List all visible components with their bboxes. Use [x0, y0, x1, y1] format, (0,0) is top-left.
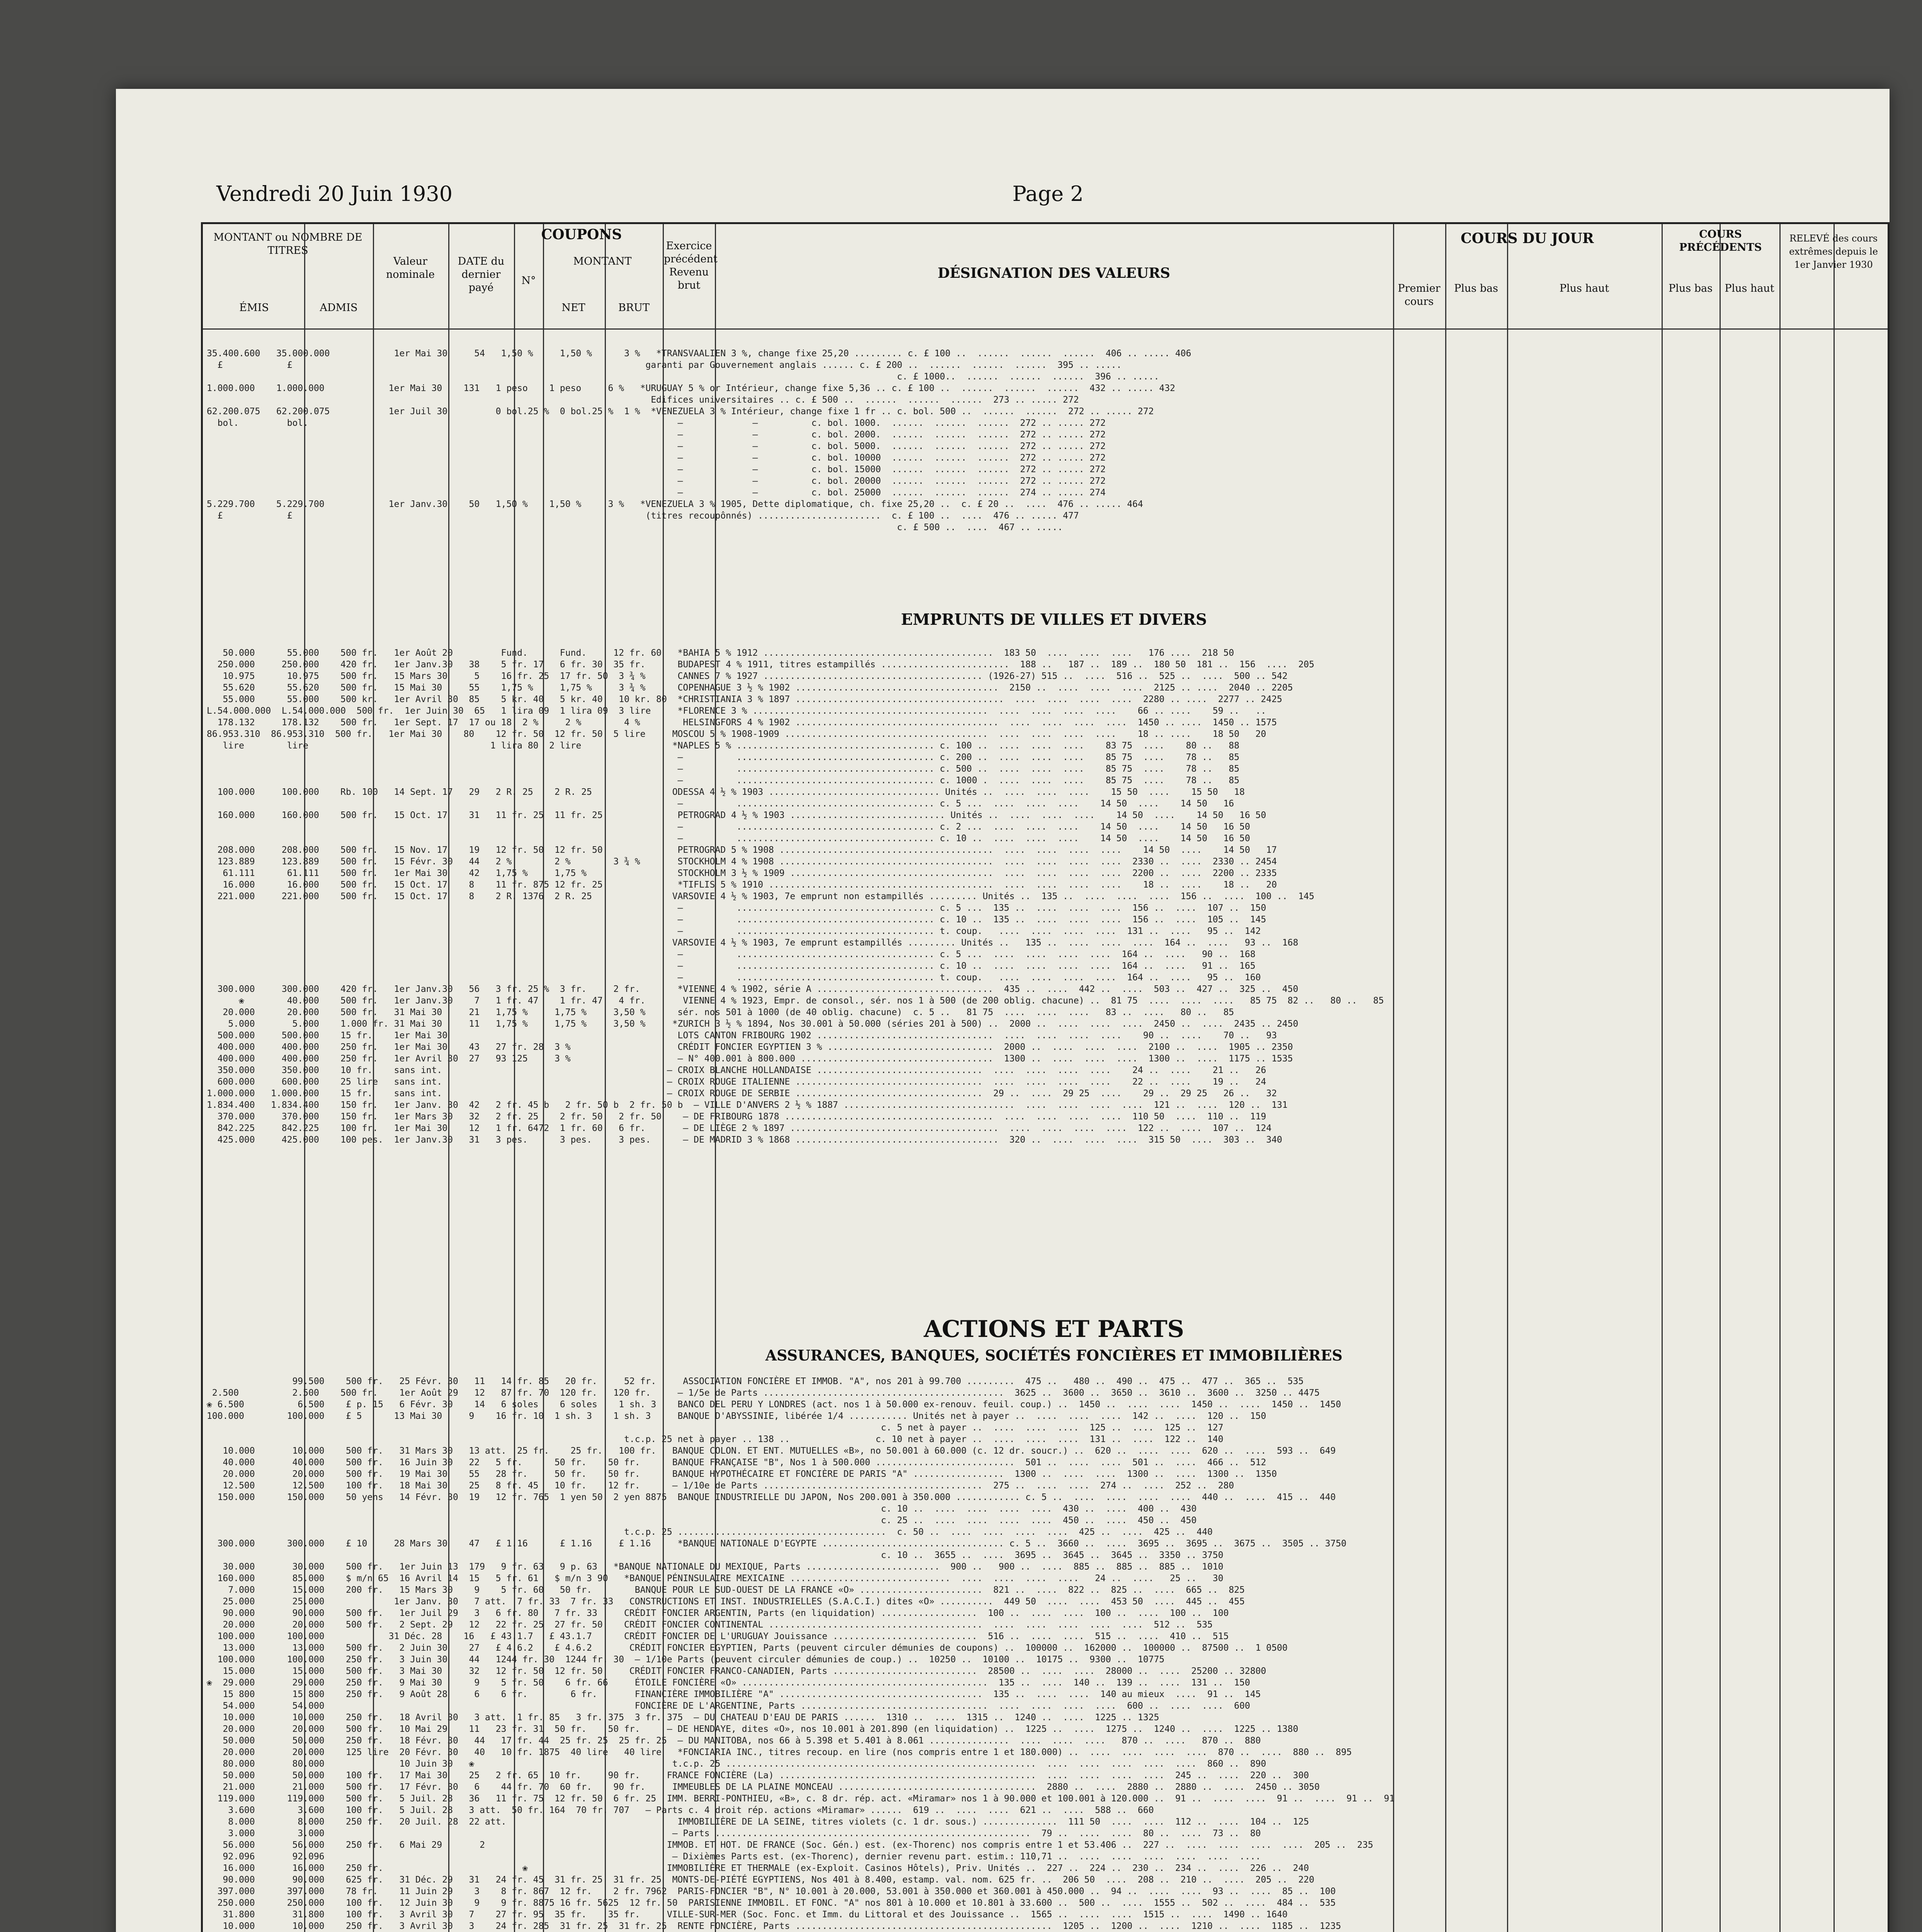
table-row: 20.000 20.000 125 lire 20 Févr. 30 40 10 fr. 1875 40 lire 40 lire *FONCIARIA INC., titres recoup. en lire (nos compris entre 1 et 180.000) .. .... .... .... .... 870 .. .... 880 .. 895 [207, 1747, 1352, 1757]
table-row: 425.000 425.000 100 pes. 1er Janv.30 31 3 pes. 3 pes. 3 pes. — DE MADRID 3 % 1868 ...................................... 320 .. .... .... .... 315 50 .... 303 .. 340 [207, 1135, 1282, 1145]
rows-etats [207, 348, 1191, 533]
table-row: 600.000 600.000 25 lire sans int. — CROIX ROUGE ITALIENNE ................................... .... .... .... .... 22 .. .... 19 .. 24 [207, 1077, 1266, 1087]
table-row: 150.000 150.000 50 yens 14 Févr. 30 19 12 fr. 765 1 yen 50 2 yen 8875 BANQUE INDUSTRIELLE DU JAPON, Nos 200.001 à 350.000 ............ c. 5 .. .... .... .... .... 440 .. .... 415 .. 440 [207, 1492, 1336, 1502]
table-row: c. 25 .. .... .... .... .... 450 .. .... 450 .. 450 [207, 1515, 1197, 1526]
quotation-table [201, 222, 1890, 1932]
table-row: 500.000 500.000 15 fr. 1er Mai 30 LOTS CANTON FRIBOURG 1902 ................................. .... .... .... .... 90 .. .... 70 .. 93 [207, 1031, 1277, 1041]
col-rule [1834, 224, 1835, 1932]
table-row: 10.000 10.000 500 fr. 31 Mars 30 13 att. 25 fr. 25 fr. 100 fr. BANQUE COLON. ET ENT. MUTUELLES «B», no 50.001 à 60.000 (c. 12 dr. soucr.) .. 620 .. .... .... 620 .. .... 593 .. 649 [207, 1446, 1336, 1456]
table-row: £ £ (titres recoupônnés) ....................... c. £ 100 .. .... 476 .. ..... 477 [207, 511, 1079, 521]
table-row: 15.000 15.000 500 fr. 3 Mai 30 32 12 fr. 50 12 fr. 50 CRÉDIT FONCIER FRANCO-CANADIEN, Parts ........................... 28500 .. .... .... 28000 .. .... 25200 .. 32800 [207, 1666, 1266, 1676]
table-row: — ..................................... c. 10 .. 135 .. .... .... .... 156 .. .... 105 .. 145 [207, 915, 1266, 925]
table-row: — ..................................... c. 2 ... .... .... .... 14 50 .... 14 50 16 50 [207, 822, 1250, 832]
table-row: — ..................................... c. 10 .. .... .... .... 14 50 .... 14 50 16 50 [207, 833, 1250, 844]
table-row: ❀ 40.000 500 fr. 1er Janv.30 7 1 fr. 47 1 fr. 47 4 fr. VIENNE 4 % 1923, Empr. de consol., sér. nos 1 à 500 (de 200 oblig. chacune) .. 81 75 .... .... .... 85 75 82 .. 80 .. 85 [207, 996, 1384, 1006]
table-row: lire lire 1 lira 80 2 lire *NAPLES 5 % ..................................... c. 100 .. .... .... .... 83 75 .... 80 .. 88 [207, 741, 1240, 751]
hdr-emis: ÉMIS [239, 302, 269, 314]
table-row: 20.000 20.000 500 fr. 2 Sept. 29 12 22 fr. 25 27 fr. 50 CRÉDIT FONCIER CONTINENTAL ........................................ .... .... .... .... .... 512 .. 535 [207, 1620, 1213, 1630]
table-row: 56.000 56.000 250 fr. 6 Mai 29 2 IMMOB. ET HOT. DE FRANCE (Soc. Gén.) est. (ex-Thorenc) nos compris entre 1 et 53.406 .. 227 .. .... .... .... .... 205 .. 235 [207, 1840, 1373, 1850]
table-row: — ..................................... c. 5 ... .... .... .... .... 164 .. .... 90 .. 168 [207, 949, 1256, 959]
table-row: 370.000 370.000 150 fr. 1er Mars 30 32 2 fr. 25 2 fr. 50 2 fr. 50 — DE FRIBOURG 1878 ....................................... .... .... .... .... 110 50 .... 110 .. 119 [207, 1112, 1266, 1122]
table-row: 10.975 10.975 500 fr. 15 Mars 30 5 16 fr. 25 17 fr. 50 3 ¾ % CANNES 7 % 1927 ......................................... (1926-27) 515 .. .... 516 .. 525 .. .... 500 .. 542 [207, 671, 1288, 681]
table-row: 10.000 10.000 250 fr. 18 Avril 30 3 att. 1 fr. 85 3 fr. 375 3 fr. 375 — DU CHATEAU D'EAU DE PARIS ...... 1310 .. .... 1315 .. 1240 .. .... 1225 .. 1325 [207, 1713, 1159, 1723]
hdr-montant: MONTANT ou NOMBRE DE TITRES [213, 231, 362, 257]
table-row: 100.000 100.000 £ 5 13 Mai 30 9 16 fr. 10 1 sh. 3 1 sh. 3 BANQUE D'ABYSSINIE, libérée 1/4 ........... Unités net à payer .. .... .... .... 142 .. .... 120 .. 150 [207, 1411, 1266, 1421]
table-row: 123.889 123.889 500 fr. 15 Févr. 30 44 2 % 2 % 3 ¾ % STOCKHOLM 4 % 1908 ........................................ .... .... .... .... 2330 .. .... 2330 .. 2454 [207, 857, 1277, 867]
table-row: — ..................................... c. 1000 . .... .... .... 85 75 .... 78 .. 85 [207, 776, 1240, 786]
col-rule [1445, 224, 1446, 1932]
table-row: t.c.p. 25 ....................................... c. 50 .. .... .... .... .... 425 .. .... 425 .. 440 [207, 1527, 1213, 1537]
table-row: 20.000 20.000 500 fr. 19 Mai 30 55 28 fr. 50 fr. 50 fr. BANQUE HYPOTHÉCAIRE ET FONCIÈRE DE PARIS "A" ................. 1300 .. .... .... 1300 .. .... 1300 .. 1350 [207, 1469, 1277, 1479]
table-row: 119.000 119.000 500 fr. 5 Juil. 28 36 11 fr. 75 12 fr. 50 6 fr. 25 IMM. BERRI-PONTHIEU, «B», c. 8 dr. rép. act. «Miramar» nos 1 à 90.000 et 100.001 à 120.000 .. 91 .. .... .... 91 .. .... 91 .. 91 [207, 1794, 1395, 1804]
table-row: 13.000 13.000 500 fr. 2 Juin 30 27 £ 4.6.2 £ 4.6.2 CRÉDIT FONCIER EGYPTIEN, Parts (peuvent circuler démunies de coupons) .. 100000 .. 162000 .. 100000 .. 87500 .. 1 0500 [207, 1643, 1288, 1653]
hdr-plus-haut: Plus haut [1559, 282, 1609, 294]
table-row: L.54.000.000 L.54.000.000 500 fr. 1er Juin 30 65 1 lira 09 1 lira 09 3 lire *FLORENCE 3 % ............................................ .... .... .... .... 66 .. .... 59 .. .. [207, 706, 1266, 716]
table-row: bol. bol. — — c. bol. 1000. ...... ...... ...... 272 .. ..... 272 [207, 418, 1106, 428]
table-row: 20.000 20.000 500 fr. 10 Mai 29 11 23 fr. 31 50 fr. 50 fr. — DE HENDAYE, dites «O», nos 10.001 à 201.890 (en liquidation) .. 1225 .. .... 1275 .. 1240 .. .... 1225 .. 1380 [207, 1724, 1298, 1734]
table-row: 178.132 178.132 500 fr. 1er Sept. 17 17 ou 18 2 % 2 % 4 % HELSINGFORS 4 % 1902 ...................................... .... .... .... .... 1450 .. .... 1450 .. 1575 [207, 718, 1277, 728]
table-row: 80.000 80.000 10 Juin 30 ❀ t.c.p. 25 .......................................................... .... .... .... .... .... 860 .. 890 [207, 1759, 1266, 1769]
table-row: 842.225 842.225 100 fr. 1er Mai 30 12 1 fr. 6472 1 fr. 60 6 fr. — DE LIÈGE 2 % 1897 ....................................... .... .... .... .... 122 .. .... 107 .. 124 [207, 1123, 1272, 1133]
table-row: 99.500 500 fr. 25 Févr. 30 11 14 fr. 85 20 fr. 52 fr. ASSOCIATION FONCIÈRE ET IMMOB. "A", nos 201 à 99.700 ......... 475 .. 480 .. 490 .. 475 .. 477 .. 365 .. 535 [207, 1376, 1304, 1386]
table-row: 5.000 5.000 1.000 fr. 31 Mai 30 11 1,75 % 1,75 % 3,50 % *ZURICH 3 ½ % 1894, Nos 30.001 à 50.000 (séries 201 à 500) .. 2000 .. .... .... .... 2450 .. .... 2435 .. 2450 [207, 1019, 1298, 1029]
table-row: c. 5 net à payer .. .... .... .... 125 .. .... 125 .. 127 [207, 1423, 1223, 1433]
section-assurances-banques: ASSURANCES, BANQUES, SOCIÉTÉS FONCIÈRES ET IMMOBILIÈRES [765, 1347, 1343, 1364]
table-row: 160.000 85.000 $ m/n 65 16 Avril 14 15 5 fr. 61 $ m/n 3 90 *BANQUE PÉNINSULAIRE MEXICAINE .............................. .... .... .... .... 24 .. .... 25 .. 30 [207, 1573, 1223, 1583]
table-row: 50.000 50.000 100 fr. 17 Mai 30 25 2 fr. 65 10 fr. 90 fr. FRANCE FONCIÈRE (La) ................................................ .... .... .... .... 245 .. .... 220 .. 300 [207, 1770, 1309, 1781]
table-row: — — c. bol. 2000. ...... ...... ...... 272 .. ..... 272 [207, 430, 1106, 440]
hdr-cours-precedents: COURS PRÉCÉDENTS [1679, 228, 1762, 253]
table-row: t.c.p. 25 net à payer .. 138 .. c. 10 net à payer .. .... .... .... 131 .. .... 122 .. 140 [207, 1434, 1223, 1444]
table-row: — — c. bol. 5000. ...... ...... ...... 272 .. ..... 272 [207, 441, 1106, 451]
table-row: — — c. bol. 25000 ...... ...... ...... 274 .. ..... 274 [207, 488, 1106, 498]
table-row: 100.000 100.000 31 Déc. 28 16 £ 43.1.7 £ 43.1.7 CRÉDIT FONCIER DE L'URUGUAY Jouissance ........................... 516 .. .... .... 515 .. .... 410 .. 515 [207, 1631, 1229, 1641]
hdr-cours-jour: COURS DU JOUR [1461, 230, 1594, 247]
hdr-date-dernier: DATE du dernier payé [458, 255, 505, 294]
table-row: 300.000 300.000 £ 10 28 Mars 30 47 £ 1.16 £ 1.16 £ 1.16 *BANQUE NATIONALE D'EGYPTE .................................. c. 5 .. 3660 .. .... 3695 .. 3695 .. 3675 .. 3505 .. 3750 [207, 1539, 1347, 1549]
table-row: 3.000 3.000 — Parts ........................................................... 79 .. .... .... 80 .. .... 73 .. 80 [207, 1828, 1261, 1838]
table-row: 61.111 61.111 500 fr. 1er Mai 30 42 1,75 % 1,75 % STOCKHOLM 3 ½ % 1909 ...................................... .... .... .... .... 2200 .. .... 2200 .. 2335 [207, 868, 1277, 878]
table-row: 300.000 300.000 420 fr. 1er Janv.30 56 3 fr. 25 % 3 fr. 2 fr. *VIENNE 4 % 1902, série A ................................. 435 .. .... 442 .. .... 503 .. 427 .. 325 .. 450 [207, 984, 1298, 994]
hdr-designation: DÉSIGNATION DES VALEURS [937, 265, 1170, 281]
table-row: 62.200.075 62.200.075 1er Juil 30 0 bol.25 % 0 bol.25 % 1 % *VENEZUELA 3 % Intérieur, change fixe 1 fr .. c. bol. 500 .. ...... ...... 272 .. ..... 272 [207, 406, 1154, 417]
table-row: 16.000 16.000 250 fr. ❀ IMMOBILIÈRE ET THERMALE (ex-Exploit. Casinos Hôtels), Priv. Unités .. 227 .. 224 .. 230 .. 234 .. .... 226 .. 240 [207, 1863, 1309, 1873]
table-row: 25.000 25.000 1er Janv. 30 7 att. 7 fr. 33 7 fr. 33 CONSTRUCTIONS ET INST. INDUSTRIELLES (S.A.C.I.) dites «O» .......... 449 50 .... .... 453 50 .... 445 .. 455 [207, 1597, 1245, 1607]
hdr-releve: RELEVÉ des cours extrêmes depuis le 1er Janvier 1930 [1789, 233, 1878, 270]
table-row: — — c. bol. 15000 ...... ...... ...... 272 .. ..... 272 [207, 464, 1106, 474]
table-row: 55.000 55.000 500 kr. 1er Avril 30 85 5 kr. 40 5 kr. 40 10 kr. 80 *CHRISTIANIA 3 % 1897 ....................................... .... .... .... .... 2280 .. .... 2277 .. 2425 [207, 694, 1282, 704]
table-row: 1.000.000 1.000.000 15 fr. sans int. — CROIX ROUGE DE SERBIE ................................... 29 .. .... 29 25 .... 29 .. 29 25 26 .. 32 [207, 1088, 1277, 1099]
table-row: 54.000 54.000 FONCIÈRE DE L'ARGENTINE, Parts ................................... .... .... .... .... 600 .. .... .... 600 [207, 1701, 1250, 1711]
table-row: — ..................................... c. 200 .. .... .... .... 85 75 .... 78 .. 85 [207, 752, 1240, 762]
table-row: 90.000 90.000 625 fr. 31 Déc. 29 31 24 fr. 45 31 fr. 25 31 fr. 25 MONTS-DE-PIÉTÉ EGYPTIENS, Nos 401 à 8.400, estamp. val. nom. 625 fr. .. 206 50 .... 208 .. 210 .. .... 205 .. 220 [207, 1875, 1315, 1885]
table-row: — ..................................... t. coup. .... .... .... .... 131 .. .... 95 .. 142 [207, 926, 1261, 936]
table-row: 5.229.700 5.229.700 1er Janv.30 50 1,50 % 1,50 % 3 % *VENEZUELA 3 % 1905, Dette diplomatique, ch. fixe 25,20 .. c. £ 20 .. .... 476 .. ..... 464 [207, 499, 1143, 509]
table-row: 100.000 100.000 250 fr. 3 Juin 30 44 1244 fr. 30 1244 fr. 30 — 1/10e Parts (peuvent circuler démunies de coup.) .. 10250 .. 10100 .. 10175 .. 9300 .. 10775 [207, 1655, 1165, 1665]
table-row: — — c. bol. 20000 ...... ...... ...... 272 .. ..... 272 [207, 476, 1106, 486]
table-row: 400.000 400.000 250 fr. 1er Avril 30 27 93 125 3 % — N° 400.001 à 800.000 .................................... 1300 .. .... .... .... 1300 .. .... 1175 .. 1535 [207, 1054, 1293, 1064]
table-row: 20.000 20.000 500 fr. 31 Mai 30 21 1,75 % 1,75 % 3,50 % sér. nos 501 à 1000 (de 40 oblig. chacune) c. 5 .. 81 75 .... .... .... 83 .. .... 80 .. 85 [207, 1007, 1234, 1017]
table-row: 30.000 30.000 500 fr. 1er Juin 13 179 9 fr. 63 9 p. 63 *BANQUE NATIONALE DU MEXIQUE, Parts ......................... 900 .. 900 .. .... 885 .. 885 .. 885 .. 1010 [207, 1562, 1223, 1572]
table-row: — ..................................... c. 5 ... .... .... .... 14 50 .... 14 50 16 [207, 799, 1234, 809]
table-row: — ..................................... c. 10 .. .... .... .... .... 164 .. .... 91 .. 165 [207, 961, 1256, 971]
col-rule [1507, 224, 1508, 1932]
table-row: 100.000 100.000 Rb. 100 14 Sept. 17 29 2 R. 25 2 R. 25 ODESSA 4 ½ % 1903 ................................ Unités .. .... .... .... 15 50 .... 15 50 18 [207, 787, 1245, 797]
table-row: 221.000 221.000 500 fr. 15 Oct. 17 8 2 R. 1376 2 R. 25 VARSOVIE 4 ½ % 1903, 7e emprunt non estampillés ......... Unités .. 135 .. .... .... .... 156 .. .... 100 .. 145 [207, 891, 1315, 901]
hdr-prec-bas: Plus bas [1669, 282, 1713, 294]
rows-villes [207, 647, 1384, 1146]
table-row: 90.000 90.000 500 fr. 1er Juil 29 3 6 fr. 80 7 fr. 33 CRÉDIT FONCIER ARGENTIN, Parts (en liquidation) .................. 100 .. .... .... 100 .. .... 100 .. 100 [207, 1608, 1229, 1618]
col-rule [1779, 224, 1781, 1932]
section-emprunts-villes: EMPRUNTS DE VILLES ET DIVERS [901, 611, 1207, 629]
section-actions-parts: ACTIONS ET PARTS [924, 1316, 1184, 1343]
hdr-net: NET [561, 302, 585, 314]
hdr-valeur: Valeur nominale [386, 255, 435, 281]
table-row: — — c. bol. 10000 ...... ...... ...... 272 .. ..... 272 [207, 453, 1106, 463]
table-row: 250.000 250.000 420 fr. 1er Janv.30 38 5 fr. 17 6 fr. 30 35 fr. BUDAPEST 4 % 1911, titres estampillés ........................ 188 .. 187 .. 189 .. 180 50 181 .. 156 .... 205 [207, 660, 1315, 670]
masthead [216, 182, 1801, 216]
table-row: 400.000 400.000 250 fr. 1er Mai 30 43 27 fr. 28 3 % CRÉDIT FONCIER EGYPTIEN 3 % ............................... 2000 .. .... .... .... 2100 .. .... 1905 .. 2350 [207, 1042, 1293, 1052]
table-row: 21.000 21.000 500 fr. 17 Févr. 30 6 44 fr. 70 60 fr. 90 fr. IMMEUBLES DE LA PLAINE MONCEAU ..................................... 2880 .. .... 2880 .. 2880 .. .... 2450 .. 3050 [207, 1782, 1320, 1792]
table-row: 8.000 8.000 250 fr. 20 Juil. 28 22 att. IMMOBILIÈRE DE LA SEINE, titres violets (c. 1 dr. sous.) .............. 111 50 .... .... 112 .. .... 104 .. 125 [207, 1817, 1309, 1827]
table-row: — ..................................... c. 5 ... 135 .. .... .... .... 156 .. .... 107 .. 150 [207, 903, 1266, 913]
hdr-coupons: COUPONS [541, 226, 622, 243]
table-row: ❀ 29.000 29.000 250 fr. 9 Mai 30 9 5 fr. 50 6 fr. 66 ÉTOILE FONCIÈRE «O» .............................................. 135 .. .... 140 .. 139 .. .... 131 .. 150 [207, 1678, 1250, 1688]
table-row: c. £ 1000.. ...... ...... ...... 396 .. ..... [207, 372, 1159, 382]
table-row: 55.620 55.620 500 fr. 15 Mai 30 55 1,75 % 1,75 % 3 ¾ % COPENHAGUE 3 ½ % 1902 ...................................... 2150 .. .... .... .... 2125 .. .... 2040 .. 2205 [207, 683, 1293, 693]
table-row: 86.953.310 86.953.310 500 fr. 1er Mai 30 80 12 fr. 50 12 fr. 50 5 lire MOSCOU 5 % 1908-1909 ...................................... .... .... .... .... 18 .. .... 18 50 20 [207, 729, 1266, 739]
table-row: 3.600 3.600 100 fr. 5 Juil. 28 3 att. 50 fr. 164 70 fr. 707 — Parts c. 4 droit rép. actions «Miramar» ...... 619 .. .... .... 621 .. .... 588 .. 660 [207, 1805, 1154, 1815]
table-row: 1.834.400 1.834.400 150 fr. 1er Janv. 30 42 2 fr. 45 b 2 fr. 50 b 2 fr. 50 b — VILLE D'ANVERS 2 ½ % 1887 ................................ .... .... .... .... 121 .. .... 120 .. 131 [207, 1100, 1288, 1110]
table-row: VARSOVIE 4 ½ % 1903, 7e emprunt estampillés ......... Unités .. 135 .. .... .... .... 164 .. .... 93 .. 168 [207, 938, 1298, 948]
hdr-admis: ADMIS [320, 302, 358, 314]
hdr-numero: N° [521, 275, 536, 287]
table-row: 350.000 350.000 10 fr. sans int. — CROIX BLANCHE HOLLANDAISE ............................... .... .... .... .... 24 .. .... 21 .. 26 [207, 1065, 1266, 1075]
col-rule [1720, 224, 1721, 1932]
col-rule [1662, 224, 1663, 1932]
rows-assurances [207, 1376, 1395, 1932]
page-number: Page 2 [1012, 182, 1084, 206]
table-row: 15 800 15 800 250 fr. 9 Août 28 6 6 fr. 6 fr. FINANCIÈRE IMMOBILIÈRE "A" ...................................... 135 .. .... .... 140 au mieux .... 91 .. 145 [207, 1689, 1261, 1699]
table-row: 397.000 397.000 78 fr. 11 Juin 29 3 8 fr. 867 12 fr. 2 fr. 7962 PARIS-FONCIER "B", N° 10.001 à 20.000, 53.001 à 350.000 et 360.001 à 450.000 .. 94 .. .... .... 93 .. .... 85 .. 100 [207, 1886, 1336, 1896]
table-row: 16.000 16.000 500 fr. 15 Oct. 17 8 11 fr. 875 12 fr. 25 *TIFLIS 5 % 1910 .......................................... .... .... .... .... 18 .. .... 18 .. 20 [207, 880, 1277, 890]
table-row: 7.000 15.000 200 fr. 15 Mars 30 9 5 fr. 60 50 fr. BANQUE POUR LE SUD-OUEST DE LA FRANCE «O» ....................... 821 .. .... 822 .. 825 .. .... 665 .. 825 [207, 1585, 1245, 1595]
page-date: Vendredi 20 Juin 1930 [216, 182, 453, 206]
hdr-plus-bas: Plus bas [1454, 282, 1498, 294]
table-row: 31.800 31.800 100 fr. 3 Avril 30 7 27 fr. 95 35 fr. 35 fr. VILLE-SUR-MER (Soc. Fonc. et Imm. du Littoral et des Jouissance .. 1565 .. .... .... 1515 .. .... 1490 .. 1640 [207, 1910, 1288, 1920]
table-row: 2.500 2.500 500 fr. 1er Août 29 12 87 fr. 70 120 fr. 120 fr. — 1/5e de Parts ............................................. 3625 .. 3600 .. 3650 .. 3610 .. 3600 .. 3250 .. 4475 [207, 1388, 1320, 1398]
header-rule [203, 328, 1888, 330]
table-row: c. 10 .. .... .... .... .... 430 .. .... 400 .. 430 [207, 1504, 1197, 1514]
table-row: — ..................................... t. coup. .... .... .... .... 164 .. .... 95 .. 160 [207, 973, 1261, 983]
table-row: 1.000.000 1.000.000 1er Mai 30 131 1 peso 1 peso 6 % *URUGUAY 5 % or Intérieur, change fixe 5,36 .. c. £ 100 .. ...... ...... ...... 432 .. ..... 432 [207, 383, 1175, 393]
table-row: 160.000 160.000 500 fr. 15 Oct. 17 31 11 fr. 25 11 fr. 25 PETROGRAD 4 ½ % 1903 ............................. Unités .. .... .... .... 14 50 .... 14 50 16 50 [207, 810, 1266, 820]
hdr-premier-cours: Premier cours [1398, 282, 1441, 308]
table-row: 92.096 92.096 — Dixièmes Parts est. (ex-Thorenc), dernier revenu part. estim.: 110,71 .. .... .... .... .... .... .... [207, 1852, 1261, 1862]
table-row: 10.000 10.000 250 fr. 3 Avril 30 3 24 fr. 285 31 fr. 25 31 fr. 25 RENTE FONCIÈRE, Parts ................................................ 1205 .. 1200 .. .... 1210 .. .... 1185 .. 1235 [207, 1921, 1341, 1931]
hdr-brut: BRUT [618, 302, 650, 314]
table-row: 250.000 250.000 100 fr. 12 Juin 30 9 9 fr. 8875 16 fr. 5625 12 fr. 50 PARISIENNE IMMOBIL. ET FONC. "A" nos 801 à 10.000 et 10.801 à 33.600 .. 500 .. .... 1555 .. 502 .. .... 484 .. 535 [207, 1898, 1336, 1908]
table-row: c. £ 500 .. .... 467 .. ..... [207, 522, 1063, 532]
hdr-montant-coupon: MONTANT [573, 255, 632, 267]
table-row: 35.400.600 35.000.000 1er Mai 30 54 1,50 % 1,50 % 3 % *TRANSVAALIEN 3 %, change fixe 25,20 ......... c. £ 100 .. ...... ...... ...... 406 .. ..... 406 [207, 349, 1191, 359]
table-row: c. 10 .. 3655 .. .... 3695 .. 3645 .. 3645 .. 3350 .. 3750 [207, 1550, 1223, 1560]
table-row: 40.000 40.000 500 fr. 16 Juin 30 22 5 fr. 50 fr. 50 fr. BANQUE FRANÇAISE "B", Nos 1 à 500.000 .......................... 501 .. .... .... 501 .. .... 466 .. 512 [207, 1458, 1266, 1468]
hdr-prec-haut: Plus haut [1725, 282, 1774, 294]
table-row: £ £ garanti par Gouvernement anglais ...... c. £ 200 .. ...... ...... ...... 395 .. ..... [207, 360, 1122, 370]
hdr-exercice: Exercice précédent Revenu brut [664, 240, 718, 291]
table-row: ❀ 6.500 6.500 £ p. 15 6 Févr. 30 14 6 soles 6 soles 1 sh. 3 BANCO DEL PERU Y LONDRES (act. nos 1 à 50.000 ex-renouv. feuil. coup.) .. 1450 .. .... .... 1450 .. .... 1450 .. 1450 [207, 1400, 1341, 1410]
table-row: 50.000 55.000 500 fr. 1er Août 20 Fund. Fund. 12 fr. 60 *BAHIA 5 % 1912 ........................................... 183 50 .... .... .... 176 .... 218 50 [207, 648, 1234, 658]
table-row: 12.500 12.500 100 fr. 18 Mai 30 25 8 fr. 45 10 fr. 12 fr. — 1/10e de Parts ......................................... 275 .. .... .... 274 .. .... 252 .. 280 [207, 1481, 1234, 1491]
table-row: 50.000 50.000 250 fr. 18 Févr. 30 44 17 fr. 44 25 fr. 25 25 fr. 25 — DU MANITOBA, nos 66 à 5.398 et 5.401 à 8.061 ............... .... .... .... 870 .. .... 870 .. 880 [207, 1736, 1261, 1746]
table-row: 208.000 208.000 500 fr. 15 Nov. 17 19 12 fr. 50 12 fr. 50 PETROGRAD 5 % 1908 ........................................ .... .... .... .... 14 50 .... 14 50 17 [207, 845, 1277, 855]
table-row: Edifices universitaires .. c. £ 500 .. ...... ...... ...... 273 .. ..... 272 [207, 395, 1079, 405]
table-row: — ..................................... c. 500 .. .... .... .... 85 75 .... 78 .. 85 [207, 764, 1240, 774]
